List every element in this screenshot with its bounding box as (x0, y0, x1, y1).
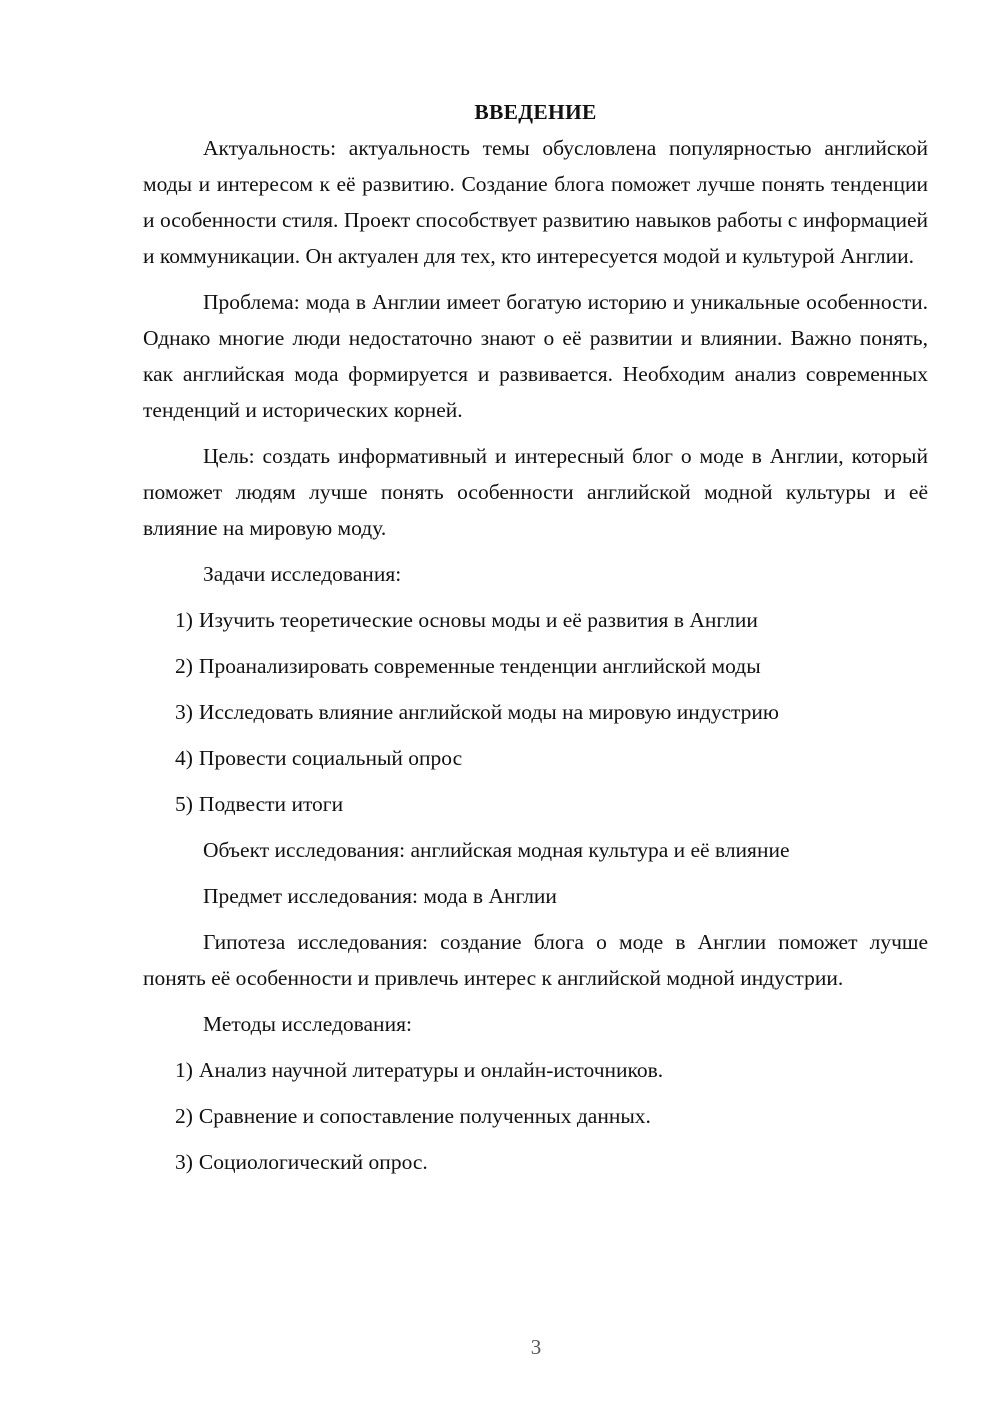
list-item (143, 648, 928, 684)
list-item (143, 1144, 928, 1180)
tasks-heading: Задачи исследования: (203, 562, 402, 586)
list-item (143, 786, 928, 822)
document-body (143, 94, 928, 1190)
methods-heading: Методы исследования: (203, 1012, 412, 1036)
hypothesis-paragraph: Гипотеза исследования: создание блога о моде в Англии поможет лучше понять её особенности и привлечь интерес к английской модной индустрии. (143, 930, 928, 990)
goal-paragraph: Цель: создать информативный и интересный блог о моде в Англии, который поможет людям лучше понять особенности английской модной культуры и её влияние на мировую моду. (143, 444, 928, 540)
list-item-text: Проанализировать современные тенденции английской моды (198, 654, 761, 678)
list-item (143, 1052, 928, 1088)
relevance-paragraph: Актуальность: актуальность темы обусловлена популярностью английской моды и интересом к её развитию. Создание блога поможет лучше понять тенденции и особенности стиля. Проект способствует развитию навыков работы с информацией и коммуникации. Он актуален для тех, кто интересуется модой и культурой Англии. (143, 136, 928, 268)
list-item-text: Анализ научной литературы и онлайн-источников. (198, 1058, 664, 1082)
list-item-number: 1) (175, 1058, 193, 1082)
methods-list (143, 1052, 928, 1180)
list-item-number: 2) (175, 1104, 193, 1128)
tasks-list (143, 602, 928, 822)
section-title: ВВЕДЕНИЕ (474, 100, 597, 124)
subject-paragraph: Предмет исследования: мода в Англии (203, 884, 557, 908)
page-number: 3 (530, 1335, 542, 1359)
list-item-text: Провести социальный опрос (198, 746, 463, 770)
list-item-text: Социологический опрос. (198, 1150, 428, 1174)
list-item-number: 5) (175, 792, 193, 816)
list-item-text: Изучить теоретические основы моды и её развития в Англии (198, 608, 758, 632)
list-item (143, 1098, 928, 1134)
list-item-text: Сравнение и сопоставление полученных данных. (198, 1104, 651, 1128)
problem-paragraph: Проблема: мода в Англии имеет богатую историю и уникальные особенности. Однако многие люди недостаточно знают о её развитии и влиянии. Важно понять, как английская мода формируется и развивается. Необходим анализ современных тенденций и исторических корней. (143, 290, 928, 422)
list-item-number: 4) (175, 746, 193, 770)
list-item-number: 3) (175, 700, 193, 724)
list-item-text: Подвести итоги (198, 792, 344, 816)
list-item-number: 2) (175, 654, 193, 678)
list-item (143, 694, 928, 730)
list-item (143, 740, 928, 776)
object-paragraph: Объект исследования: английская модная культура и её влияние (203, 838, 790, 862)
list-item (143, 602, 928, 638)
list-item-number: 1) (175, 608, 193, 632)
list-item-text: Исследовать влияние английской моды на мировую индустрию (198, 700, 779, 724)
list-item-number: 3) (175, 1150, 193, 1174)
